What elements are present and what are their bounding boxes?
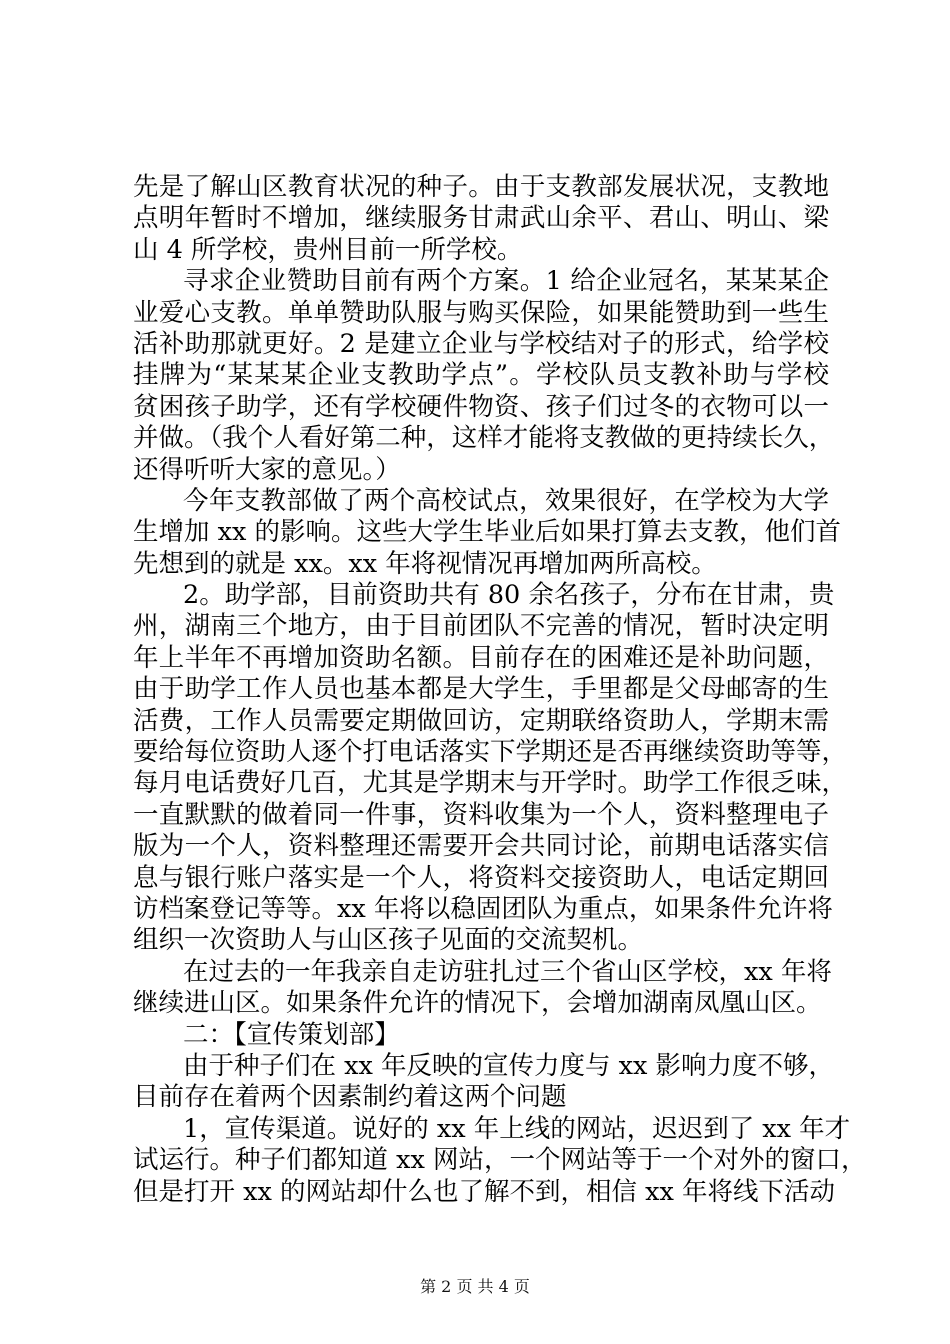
- text-line: 活费，工作人员需要定期做回访，定期联络资助人，学期末需: [133, 705, 829, 736]
- text-line: 目前存在着两个因素制约着这两个问题: [133, 1082, 567, 1113]
- text-line: 业爱心支教。单单赞助队服与购买保险，如果能赞助到一些生: [133, 297, 829, 328]
- text-line: 在过去的一年我亲自走访驻扎过三个省山区学校，xx 年将: [183, 956, 832, 987]
- text-line: 一直默默的做着同一件事，资料收集为一个人，资料整理电子: [133, 799, 829, 830]
- text-line: 挂牌为“某某某企业支教助学点”。学校队员支教补助与学校: [133, 360, 829, 391]
- text-line: 山 4 所学校，贵州目前一所学校。: [133, 234, 523, 265]
- page-number-footer: 第 2 页 共 4 页: [420, 1277, 530, 1296]
- document-body: [133, 172, 867, 1208]
- text-line: 由于种子们在 xx 年反映的宣传力度与 xx 影响力度不够，: [183, 1050, 834, 1081]
- text-line: 版为一个人，资料整理还需要开会共同讨论，前期电话落实信: [133, 831, 829, 862]
- text-line: 州，湖南三个地方，由于目前团队不完善的情况，暂时决定明: [133, 611, 829, 642]
- text-line: 息与银行账户落实是一个人，将资料交接资助人，电话定期回: [133, 862, 829, 893]
- text-line: 活补助那就更好。2 是建立企业与学校结对子的形式，给学校: [133, 328, 829, 359]
- text-line: 1，宣传渠道。说好的 xx 年上线的网站，迟迟到了 xx 年才: [183, 1113, 851, 1144]
- text-line: 生增加 xx 的影响。这些大学生毕业后如果打算去支教，他们首: [133, 517, 841, 548]
- text-line: 继续进山区。如果条件允许的情况下，会增加湖南凤凰山区。: [133, 988, 822, 1019]
- text-line: 2。助学部，目前资助共有 80 余名孩子，分布在甘肃，贵: [183, 580, 835, 611]
- text-line: 组织一次资助人与山区孩子见面的交流契机。: [133, 925, 644, 956]
- text-line: 寻求企业赞助目前有两个方案。1 给企业冠名，某某某企: [183, 266, 829, 297]
- text-line: 二：【宣传策划部】: [183, 1019, 400, 1050]
- text-line: 但是打开 xx 的网站却什么也了解不到，相信 xx 年将线下活动: [133, 1176, 835, 1207]
- text-line: 由于助学工作人员也基本都是大学生，手里都是父母邮寄的生: [133, 674, 829, 705]
- text-line: 访档案登记等等。xx 年将以稳固团队为重点，如果条件允许将: [133, 893, 833, 924]
- text-line: 并做。（我个人看好第二种，这样才能将支教做的更持续长久，: [133, 423, 835, 454]
- text-line: 要给每位资助人逐个打电话落实下学期还是否再继续资助等等，: [133, 737, 848, 768]
- text-line: 试运行。种子们都知道 xx 网站，一个网站等于一个对外的窗口，: [133, 1145, 867, 1176]
- text-line: 还得听听大家的意见。）: [133, 454, 401, 485]
- text-line: 先是了解山区教育状况的种子。由于支教部发展状况，支教地: [133, 172, 829, 202]
- text-line: 每月电话费好几百，尤其是学期末与开学时。助学工作很乏味，: [133, 768, 848, 799]
- text-line: 年上半年不再增加资助名额。目前存在的困难还是补助问题，: [133, 642, 829, 673]
- text-line: 点明年暂时不增加，继续服务甘肃武山余平、君山、明山、梁: [133, 203, 829, 234]
- text-line: 先想到的就是 xx。xx 年将视情况再增加两所高校。: [133, 548, 717, 579]
- text-line: 今年支教部做了两个高校试点，效果很好，在学校为大学: [183, 485, 829, 516]
- text-line: 贫困孩子助学，还有学校硬件物资、孩子们过冬的衣物可以一: [133, 391, 829, 422]
